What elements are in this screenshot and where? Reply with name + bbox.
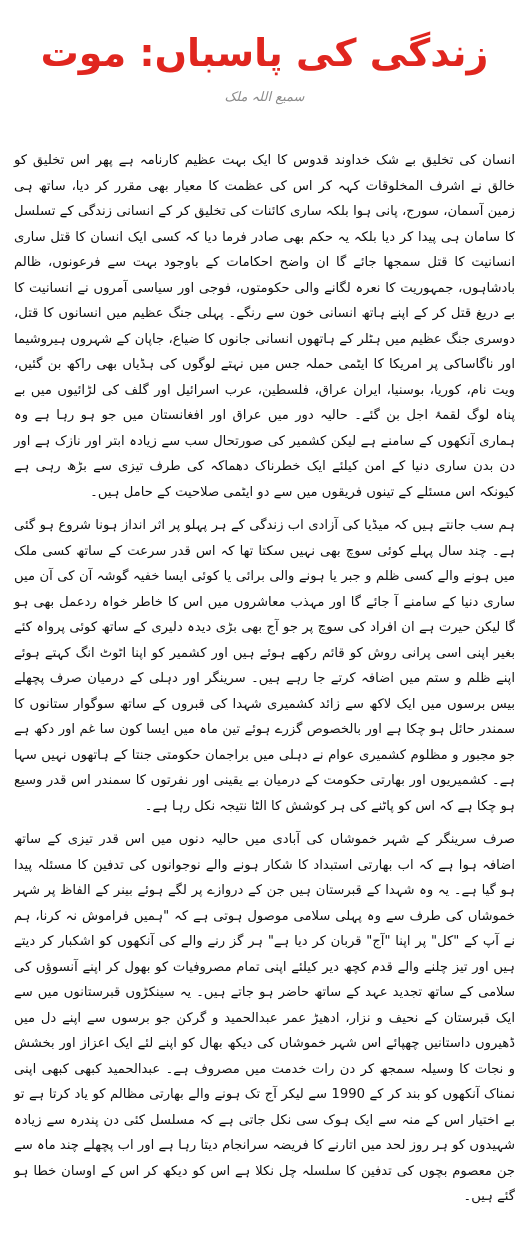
article-body xyxy=(14,148,515,1218)
article-paragraph: صرف سرینگر کے شہر خموشاں کی آبادی میں حالیہ دنوں میں اس قدر تیزی کے ساتھ اضافہ ہوا ہے کہ اب بھارتی استبداد کا شکار ہونے والے نوجوانوں کی تدفین کا مسئلہ پیدا ہو گیا ہے۔ یہ وہ شہدا کے قبرستان ہیں جن کے دروازے پر لگے ہوئے بینر کے الفاظ پر شہر خموشاں کی طرف سے وہ پہلی سلامی موصول ہوتی ہے کہ "ہمیں فراموش نہ کرنا، ہم نے آپ کے "کل" پر اپنا "آج" قربان کر دیا ہے" ہر گز رنے والے کی آنکھوں کو اشکبار کر دیتے ہیں اور تیز چلنے والے قدم کچھ دیر کیلئے اپنی تمام مصروفیات کو بھول کر اپنے آنسوؤں کی سلامی کے ساتھ تجدید عہد کے ساتھ حاضر ہو جاتے ہیں۔ یہ سینکڑوں قبرستانوں میں سے ایک قبرستان کے نحیف و نزار، ادھیڑ عمر عبدالحمید و گرکن جو برسوں سے اپنے دل میں ڈھیروں داستانیں چھپائے اس شہر خموشاں کی دیکھ بھال کو اپنے لئے ایک اعزاز اور بخشش و نجات کا وسیلہ سمجھ کر دن رات خدمت میں مصروف ہے۔ عبدالحمید کبھی کبھی اپنی نمناک آنکھوں کو بند کر کے 1990 سے لیکر آج تک ہونے والے بھارتی مظالم کو یاد کرتا ہے تو بے اختیار اس کے منہ سے ایک ہوک سی نکل جاتی ہے کہ مسلسل کئی دن پندرہ سے زیادہ شہیدوں کو ہر روز لحد میں اتارنے کا فریضہ سرانجام دیتا رہا ہے اور اب پچھلے چند ماہ سے جن معصوم بچوں کی تدفین کا سلسلہ چل نکلا ہے اس کو دیکھ کر اس کے اوسان خطا ہو گئے ہیں۔ xyxy=(14,832,515,1204)
article-paragraph: انسان کی تخلیق بے شک خداوند قدوس کا ایک بہت عظیم کارنامہ ہے پھر اس تخلیق کو خالق نے اشرف المخلوقات کہہ کر اس کی عظمت کا معیار بھی مقرر کر دیا، ساتھ ہی زمین آسمان، سورج، پانی ہوا بلکہ ساری کائنات کی تخلیق کر کے انسانی زندگی کے تسلسل کا سامان ہی پیدا کر دیا بلکہ یہ حکم بھی صادر فرما دیا کہ کسی ایک انسان کا قتل ساری انسانیت کا قتل سمجھا جائے گا ان واضح احکامات کے باوجود بہت سے فرعونوں، ظالم بادشاہوں، جمہوریت کا نعرہ لگانے والی حکومتوں، فوجی اور سیاسی آمروں نے انسانیت کا بے دریغ قتل کر کے اپنے ہاتھ انسانی خون سے رنگے۔ پہلی جنگ عظیم میں انسانوں کا قتل، دوسری جنگ عظیم میں ہٹلر کے ہاتھوں انسانی جانوں کا ضیاع، جاپان کے شہروں ہیروشیما اور ناگاساکی پر امریکا کا ایٹمی حملہ جس میں نہتے لوگوں کی ہڈیاں بھی راکھ بن گئیں، ویت نام، کوریا، بوسنیا، ایران عراق، فلسطین، عرب اسرائیل اور گلف کی لڑائیوں میں بے پناہ لوگ لقمۂ اجل بن گئے۔ حالیہ دور میں عراق اور افغانستان میں جو ہو رہا ہے وہ ہماری آنکھوں کے سامنے ہے لیکن کشمیر کی صورتحال سب سے زیادہ ابتر اور نازک ہے اور دن بدن ساری دنیا کے امن کیلئے ایک خطرناک دھماکہ کی طرف تیزی سے بڑھ رہی ہے کیونکہ اس مسئلے کے تینوں فریقوں میں سے دو ایٹمی صلاحیت کے حامل ہیں۔ xyxy=(14,153,515,500)
article-author: سمیع اللہ ملک xyxy=(224,90,305,105)
article-paragraph: ہم سب جانتے ہیں کہ میڈیا کی آزادی اب زندگی کے ہر پہلو پر اثر انداز ہونا شروع ہو گئی ہے۔ چند سال پہلے کوئی سوچ بھی نہیں سکتا تھا کہ اس قدر سرعت کے ساتھ کسی ملک میں ہونے والے کسی ظلم و جبر یا ہونے والی برائی یا کوئی ایسا خفیہ گوشہ آن کی آن میں ساری دنیا کے سامنے آ جائے گا اور مہذب معاشروں میں اس کا خاطر خواہ ردعمل بھی ہو گا لیکن حیرت ہے ان افراد کی سوچ پر جو آج بھی بڑی دیدہ دلیری کے ساتھ کوئی پرواہ کئے بغیر اپنی اسی پرانی روش کو قائم رکھے ہوئے ہیں اور کشمیر کو اپنا اٹوٹ انگ کہتے ہوئے اپنے ظلم و ستم میں اضافہ کرتے جا رہے ہیں۔ سرینگر اور دہلی کے درمیان صرف پچھلے بیس برسوں میں ایک لاکھ سے زائد کشمیری شہدا کی قبروں کے ساتھ سوگوار ستانوں کا سمندر حائل ہو چکا ہے اور بالخصوص گزرے ہوئے تین ماہ میں ایسا کون سا غم اور دکھ ہے جو مجبور و مظلوم کشمیری عوام نے دہلی میں براجمان حکومتی جنتا کے ہاتھوں نہیں سہا ہے۔ کشمیریوں اور بھارتی حکومت کے درمیان بے یقینی اور نفرتوں کا سمندر اس قدر وسیع ہو چکا ہے کہ اس کو پاٹنے کی ہر کوشش کا الٹا نتیجہ نکل رہا ہے۔ xyxy=(14,518,515,814)
article-title: زندگی کی پاسباں: موت xyxy=(40,31,489,75)
